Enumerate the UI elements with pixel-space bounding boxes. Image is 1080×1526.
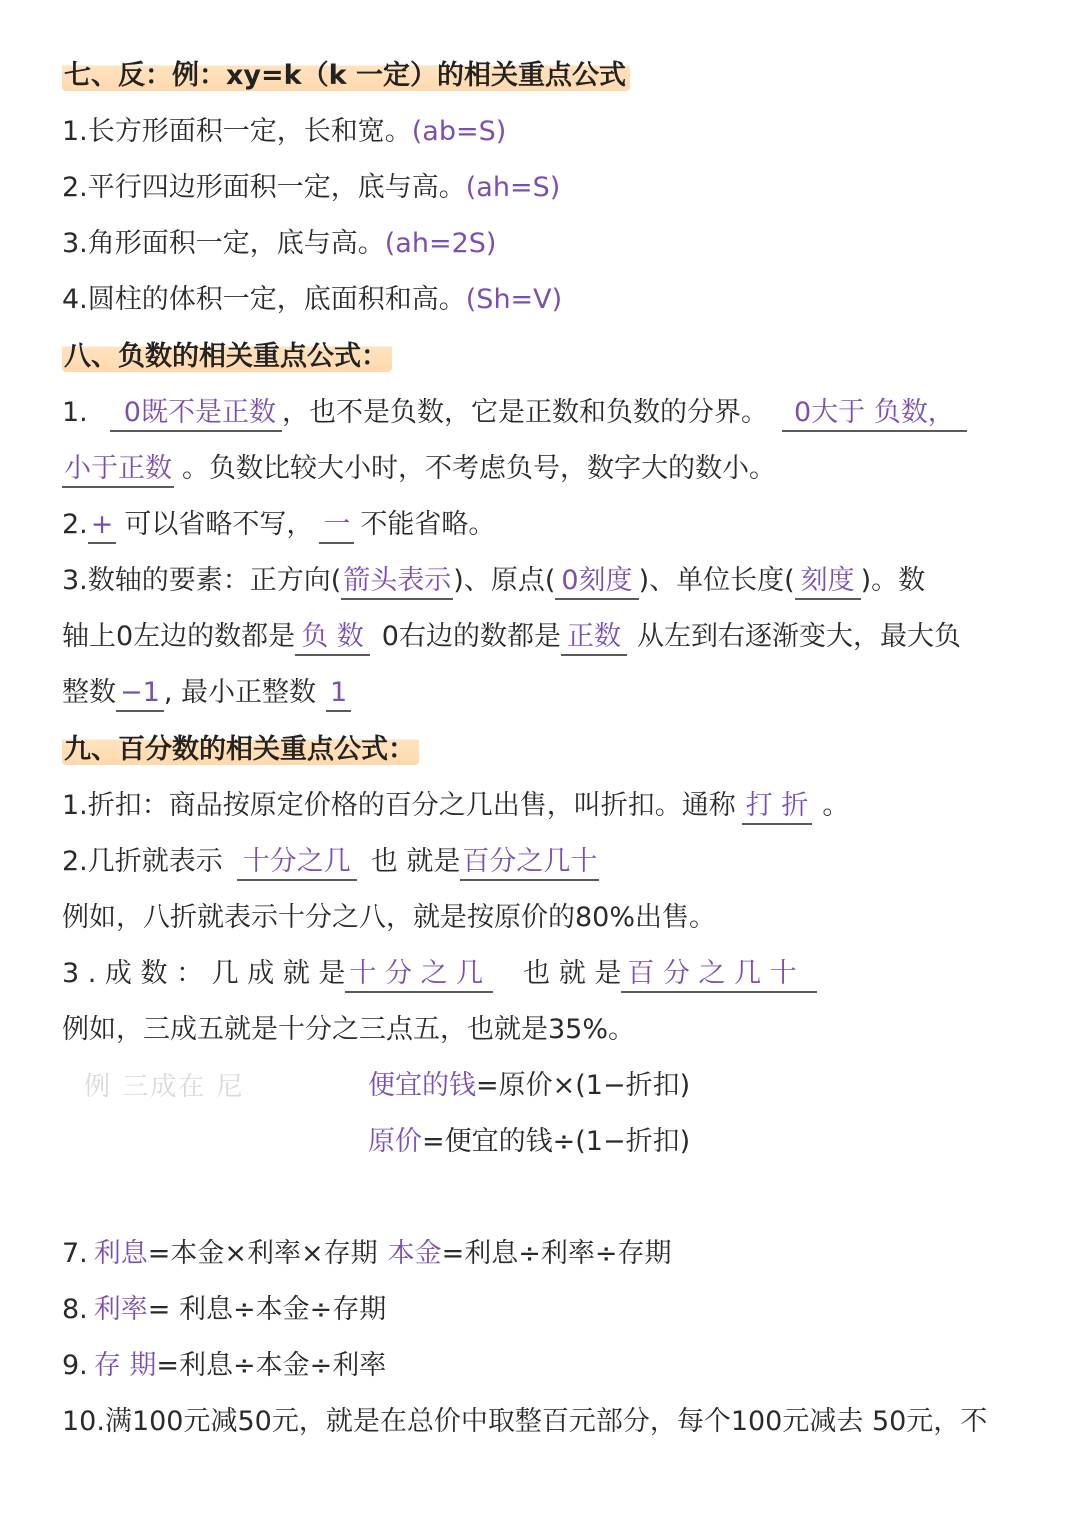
sec8-item-3-line-2: 轴上0左边的数都是 负 数 0右边的数都是 正数 从左到右逐渐变大，最大负 bbox=[62, 617, 1040, 657]
blank-answer: 正数 bbox=[561, 620, 627, 656]
sec8-item-1-line-2: 小于正数 。负数比较大小时，不考虑负号，数字大的数小。 bbox=[62, 449, 1040, 489]
section-7-heading: 七、反：例：xy=k（k 一定）的相关重点公式 bbox=[62, 56, 1040, 96]
faded-text: 例 三成在 尼 bbox=[84, 1072, 245, 1102]
sec8-item-2: 2. + 可以省略不写， 一 不能省略。 bbox=[62, 505, 1040, 545]
sec9-item-3: 3 . 成 数 ： 几 成 就 是 十 分 之 几 也 就 是 百 分 之 几 十 bbox=[62, 954, 1040, 994]
blank-answer: 刻度 bbox=[795, 564, 861, 600]
sec9-example-2: 例如，三成五就是十分之三点五，也就是35%。 bbox=[62, 1014, 636, 1045]
blank-answer: 打 折 bbox=[742, 789, 813, 825]
sec7-item-2: 2.平行四边形面积一定，底与高。(ah=S) bbox=[62, 172, 561, 203]
blank-answer: 十 分 之 几 bbox=[345, 957, 493, 993]
blank-answer: 一 bbox=[319, 508, 354, 544]
blank-answer: 负 数 bbox=[295, 620, 370, 656]
blank-answer: 0既不是正数 bbox=[110, 396, 282, 432]
sec9-item-1: 1.折扣：商品按原定价格的百分之几出售，叫折扣。通称 打 折 。 bbox=[62, 786, 1040, 826]
blank-answer: 百 分 之 几 十 bbox=[621, 957, 816, 993]
blank-answer: 百分之几十 bbox=[460, 845, 599, 881]
formula-discount: 便宜的钱=原价×(1−折扣) bbox=[368, 1070, 691, 1101]
blank-answer: + bbox=[88, 508, 117, 544]
blank-answer: 箭头表示 bbox=[341, 564, 453, 600]
blank-answer: 小于正数 bbox=[62, 452, 174, 488]
sec9-item-2: 2.几折就表示 十分之几 也 就是百分之几十 bbox=[62, 842, 1040, 882]
section-8-heading: 八、负数的相关重点公式： bbox=[62, 337, 1040, 377]
sec9-item-10: 10.满100元减50元，就是在总价中取整百元部分，每个100元减去 50元，不 bbox=[62, 1406, 988, 1437]
blank-answer: 0刻度 bbox=[555, 564, 638, 600]
blank-answer: 十分之几 bbox=[237, 845, 357, 881]
sec7-item-4: 4.圆柱的体积一定，底面积和高。(Sh=V) bbox=[62, 284, 563, 315]
sec9-item-8: 8. 利率= 利息÷本金÷存期 bbox=[62, 1294, 387, 1325]
sec9-example-1: 例如，八折就表示十分之八，就是按原价的80%出售。 bbox=[62, 902, 717, 933]
sec9-item-7: 7. 利息=本金×利率×存期 本金=利息÷利率÷存期 bbox=[62, 1238, 672, 1269]
blank-answer: 0大于 负数， bbox=[782, 396, 967, 432]
blank-answer: 1 bbox=[326, 676, 351, 712]
section-9-heading: 九、百分数的相关重点公式： bbox=[62, 730, 1040, 770]
sec7-item-3: 3.角形面积一定，底与高。(ah=2S) bbox=[62, 228, 497, 259]
formula-original-price: 原价=便宜的钱÷(1−折扣) bbox=[368, 1126, 691, 1157]
sec8-item-1-line-1: 1. 0既不是正数 ，也不是负数，它是正数和负数的分界。 0大于 负数， bbox=[62, 393, 1040, 433]
sec8-item-3-line-1: 3.数轴的要素：正方向(箭头表示)、原点( 0刻度 )、单位长度( 刻度 )。数 bbox=[62, 561, 1040, 601]
sec7-item-1: 1.长方形面积一定，长和宽。(ab=S) bbox=[62, 116, 507, 147]
blank-answer: −1 bbox=[116, 676, 164, 712]
sec8-item-3-line-3: 整数 −1 , 最小正整数 1 bbox=[62, 673, 1040, 713]
sec9-item-9: 9. 存 期=利息÷本金÷利率 bbox=[62, 1350, 387, 1381]
